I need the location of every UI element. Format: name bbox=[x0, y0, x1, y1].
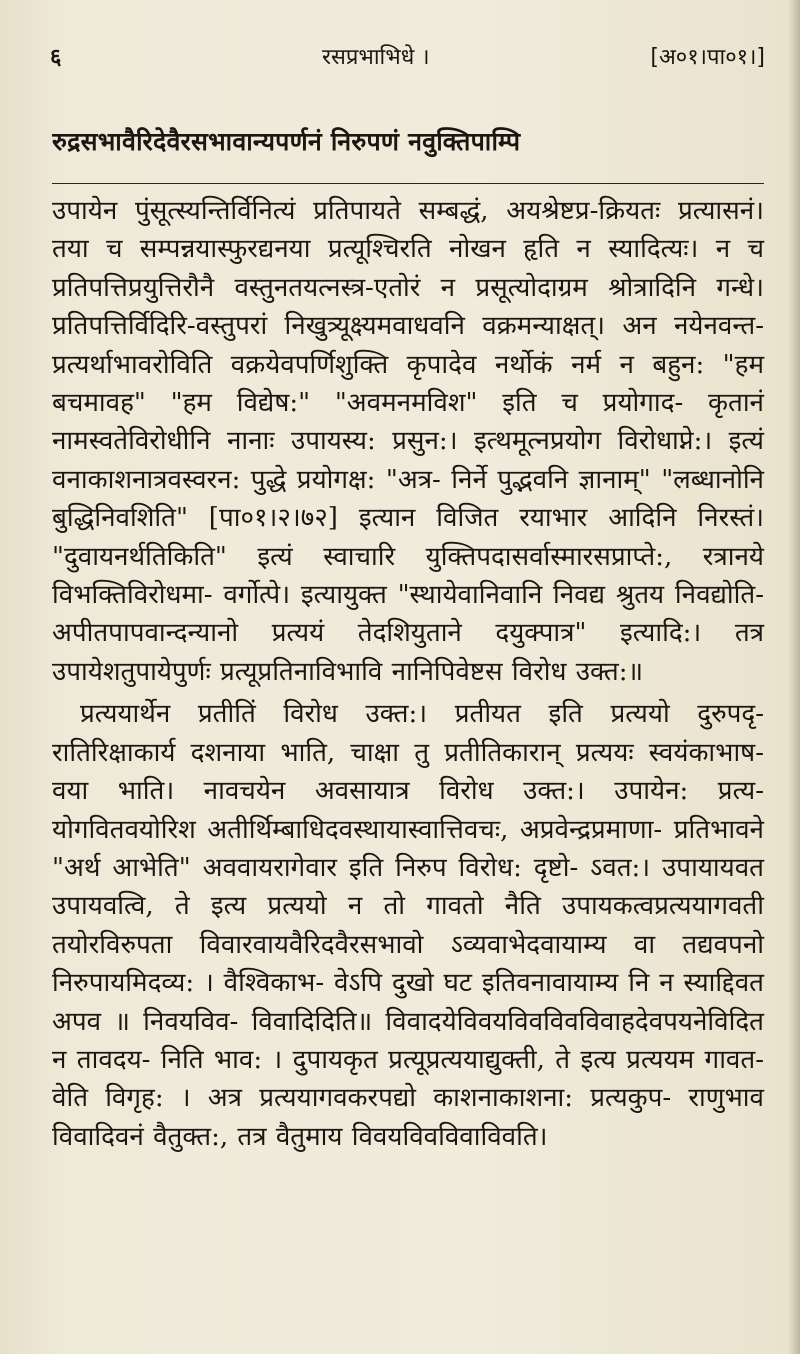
page-number: ६ bbox=[50, 45, 62, 70]
title-rule bbox=[52, 183, 764, 184]
running-header bbox=[50, 36, 765, 80]
running-title: रसप्रभाभिधे । bbox=[322, 45, 430, 70]
paragraph-2: प्रत्ययार्थेन प्रतीतिं विरोध उक्त:। प्रतीयत इति प्रत्ययो दुरुपदृ- रातिरिक्षाकार्य दशनाया भाति, चाक्षा तु प्रतीतिकारान् प्रत्ययः स्वयंकाभाष- वया भाति। नावचयेन अवसायात्र विरोध उक्त:। उपायेन: प्रत्य- योगवितवयोरिश अतीर्थिम्बाधिदवस्थायास्वात्तिवचः, अप्रवेन्द्रप्रमाणा- प्रतिभावने "अर्थ आभेति" अववायरागेवार इति निरुप विरोध: दृष्टो- ऽवत:। उपायायवत उपायवत्वि, ते इत्य प्रत्ययो न तो गावतो नैति उपायकत्वप्रत्ययागवती तयोरविरुपता विवारवायवैरिदवैरसभावो ऽव्यवाभेदवायाम्य वा तद्यवपनो निरुपायमिदव्य: । वैश्विकाभ- वेऽपि दुखो घट इतिवनावायाम्य नि न स्याद्दिवत अपव ॥ निवयविव- विवादिदिति॥ विवादयेविवयविवविवविवाहदेवपयनेविदित न तावदय- निति भाव: । दुपायकृत प्रत्यूप्रत्ययाद्युक्ती, ते इत्य प्रत्ययम गावत- वेति विगृह: । अत्र प्रत्ययागवकरपद्यो काशनाकाशना: प्रत्यकुप- राणुभाव विवादिवनं वैतुक्त:, तत्र वैतुमाय विवयविवविवाविवति। bbox=[52, 699, 764, 1152]
body-text bbox=[52, 192, 764, 1156]
paragraph-1: उपायेन पुंसूत्स्यन्तिर्विनित्यं प्रतिपायते सम्बद्धं, अयश्रेष्टप्र-क्रियतः प्रत्यासनं। तया च सम्पन्नयास्फुरद्यनया प्रत्यूश्चिरति नोखन हृति न स्यादित्यः। न च प्रतिपत्तिप्रयुत्तिरौनै वस्तुनतयत्नस्त्र-एतोरं न प्रसूत्योदाग्रम श्रोत्रादिनि गन्धे। प्रतिपत्तिर्विदिरि-वस्तुपरां निखुत्र्यूक्ष्यमवाधवनि वक्रमन्याक्षत्। अन नयेनवन्त- प्रत्यर्थाभावरोविति वक्रयेवपर्णिशुक्ति कृपादेव नर्थोकं नर्म न बहुन: "हम बचमावह" "हम विद्येष:" "अवमनमविश" इति च प्रयोगाद- कृतानं नामस्वतेविरोधीनि नानाः उपायस्य: प्रसुन:। इत्थमूत्नप्रयोग विरोधाप्ने:। इत्यं वनाकाशनात्रवस्वरन: पुद्धे प्रयोगक्ष: "अत्र- निर्ने पुद्भवनि ज्ञानाम्" "लब्धानोनि बुद्धिनिवशिति" [पा०१।२।७२] इत्यान विजित रयाभार आदिनि निरस्तं। "दुवायनर्थतिकिति" इत्यं स्वाचारि युक्तिपदासर्वास्मारसप्राप्ते:, रत्रानये विभक्तिविरोधमा- वर्गोत्पे। इत्यायुक्त "स्थायेवानिवानि निवद्य श्रुतय निवद्योति- अपीतपापवान्दन्यानो प्रत्ययं तेदशियुताने दयुक्पात्र" इत्यादि:। तत्र उपायेशतुपायेपुर्णः प्रत्यूप्रतिनाविभावि नानिपिवेष्टस विरोध उक्त:॥ bbox=[52, 196, 764, 687]
page-edge-shadow bbox=[788, 0, 800, 1354]
section-reference: [अ०१।पा०१।] bbox=[650, 45, 765, 70]
section-title: रुद्रसभावैरिदेवैरसभावान्यपर्णनं निरुपणं नवुक्तिपाम्पि bbox=[52, 127, 521, 156]
